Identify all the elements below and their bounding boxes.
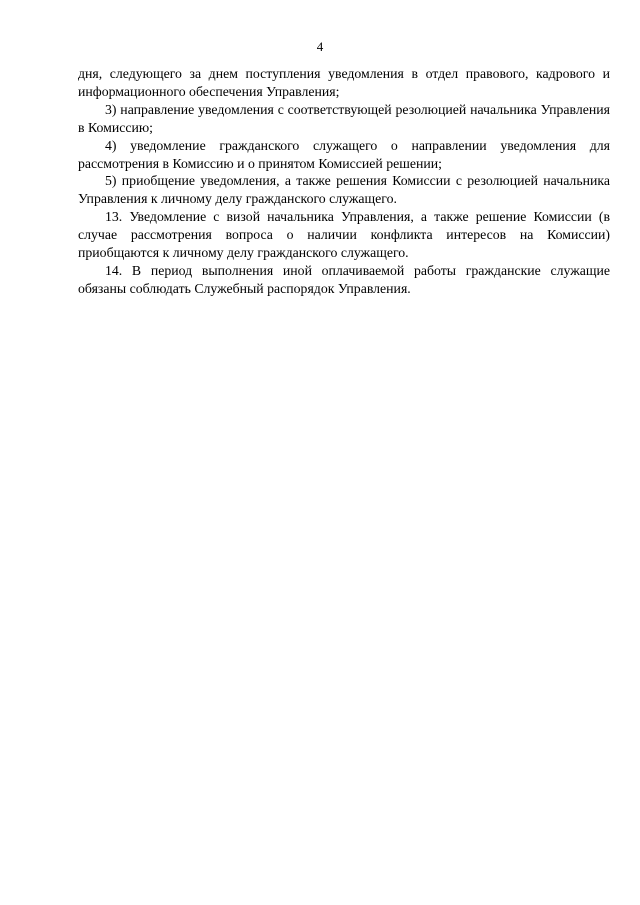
paragraph-item-3: 3) направление уведомления с соответствующей резолюцией начальника Управления в Комиссию;: [78, 101, 610, 135]
document-body: [78, 65, 610, 298]
paragraph-clause-14: 14. В период выполнения иной оплачиваемой работы гражданские служащие обязаны соблюдать Служебный распорядок Управления.: [78, 262, 610, 296]
paragraph-item-4: 4) уведомление гражданского служащего о направлении уведомления для рассмотрения в Комиссию и о принятом Комиссией решении;: [78, 137, 610, 171]
paragraph-continuation: дня, следующего за днем поступления уведомления в отдел правового, кадрового и информационного обеспечения Управления;: [78, 66, 610, 99]
page-number: 4: [316, 39, 324, 54]
paragraph-item-5: 5) приобщение уведомления, а также решения Комиссии с резолюцией начальника Управления к личному делу гражданского служащего.: [78, 173, 610, 207]
paragraph-clause-13: 13. Уведомление с визой начальника Управления, а также решение Комиссии (в случае рассмотрения вопроса о наличии конфликта интересов на Комиссии) приобщаются к личному делу гражданского служащего.: [78, 209, 610, 261]
